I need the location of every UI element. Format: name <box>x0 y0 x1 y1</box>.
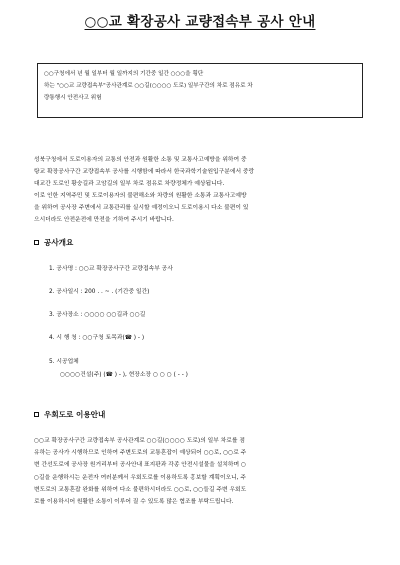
intro-line: 탕교 확장공사구간 교량접속부 공사를 시행함에 따라서 한국과학기술원입구분에서 중랑 <box>34 169 255 175</box>
overview-item-agency: 4. 시 행 청 : ○○구청 토목과(☎ ) - ) <box>49 335 145 341</box>
detour-line: 변도로의 교통혼잡 완화를 위하여 다소 불편하시더라도 ○○로, ○○들길 주변 우회도 <box>34 486 247 493</box>
notice-line: ○○구청에서 년 월 일부터 월 일까지의 기간중 일간 ○○○을 횡단 <box>44 71 204 77</box>
overview-item-contractor: 5. 시공업체 <box>49 359 79 365</box>
notice-line: 하는 "○○교 교량접속부"공사관계로 ○○길(○○○○ 도로) 일부구간의 차로 점유로 차 <box>44 83 253 89</box>
overview-item-period: 2. 공사일시 : 200 . . ~ . (기간중 일간) <box>49 289 150 295</box>
detour-heading-label: 우회도로 이용안내 <box>44 410 106 419</box>
document-title: ○○교 확장공사 교량접속부 공사 안내 <box>84 14 316 30</box>
notice-line: 량통행시 안전사고 위험 <box>44 95 102 101</box>
overview-item-location: 3. 공사장소 : ○○○○ ○○길과 ○○길 <box>49 312 146 318</box>
detour-line: ○○교 확장공사구간 교량접속부 공사관계로 ○○길(○○○○ 도로)의 일부 차로를 점 <box>34 438 245 444</box>
intro-line: 성북구청에서 도로이용자의 교통의 안전과 원활한 소통 및 교통사고예방을 위하여 중 <box>34 157 247 163</box>
intro-paragraph <box>34 154 374 226</box>
overview-item-contractor-detail: ○○○○건설(주) (☎ ) - ), 현장소장 ○ ○ ○ ( - - ) <box>60 372 188 378</box>
intro-line: 대교간 도로인 황숭길과 고암길의 일부 차로 점유로 차량정체가 예상됩니다. <box>34 181 225 187</box>
intro-line: 이로 인한 지역주민 및 도로이용자의 불편해소와 차량의 원활한 소통과 교통사고예방 <box>34 193 247 199</box>
detour-line: ○길을 운행하시는 운전자 여러분께서 우회도로를 이용하도록 홍보할 계획이오니, 주 <box>34 474 247 481</box>
detour-line: 유하는 공사가 시행하므로 인하여 주변도로의 교통혼잡이 예상되어 ○○로, ○○로 주 <box>34 450 247 457</box>
detour-line: 로를 이용하시어 원활한 소통이 이루어 질 수 있도록 많은 협조를 부탁드립니다. <box>34 499 234 506</box>
intro-line: 을 위하여 공사장 주변에서 교통관리를 실시할 예정이오니 도로이용시 다소 불편이 있 <box>34 205 249 211</box>
overview-heading-label: 공사개요 <box>44 238 74 247</box>
square-bullet-icon <box>34 412 39 417</box>
detour-line: 변 간선도로에 공사장 원거리부터 공사안내 표지판과 각종 안전시설물을 설치하며 ○ <box>34 462 247 469</box>
overview-heading <box>34 237 73 248</box>
notice-box <box>37 63 363 118</box>
overview-item-name: 1. 공사명 : ○○교 확장공사구간 교량접속부 공사 <box>49 266 173 272</box>
intro-line: 으시더라도 안전운전에 만전을 기하여 주시기 바랍니다. <box>34 217 174 223</box>
square-bullet-icon <box>34 240 39 245</box>
detour-heading <box>34 409 105 420</box>
detour-paragraph <box>34 435 374 508</box>
